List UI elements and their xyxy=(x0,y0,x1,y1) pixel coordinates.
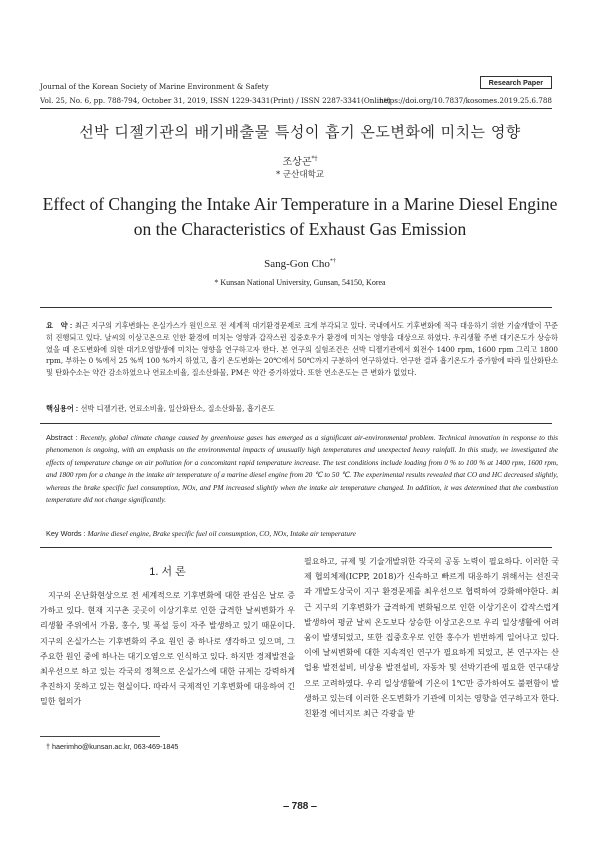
doi-link[interactable]: https://doi.org/10.7837/kosomes.2019.25.6.788 xyxy=(379,96,552,105)
english-title-line-1: Effect of Changing the Intake Air Temperature in a Marine Diesel Engine xyxy=(42,194,558,214)
volume-info: Vol. 25, No. 6, pp. 788-794, October 31, 2019, ISSN 1229-3431(Print) / ISSN 2287-3341(Online) xyxy=(40,96,391,105)
english-title-line-2: on the Characteristics of Exhaust Gas Emission xyxy=(133,219,467,239)
journal-name: Journal of the Korean Society of Marine Environment & Safety xyxy=(40,82,269,91)
page-number: ‒ 788 ‒ xyxy=(283,801,317,812)
body-left-column: 지구의 온난화현상으로 전 세계적으로 기후변화에 대한 관심은 날로 증가하고 있다. 현재 지구촌 곳곳이 이상기후로 인한 급격한 날씨변화가 우리생활 주위에서 가뭄, 홍수, 및 폭설 등이 자주 발생하고 있기 때문이다. 지구의 온실가스는 기후변화의 주요 원인 중 하나로 생각하고 있으며, 그 주요한 원인 중에 하나는 대기오염으로 인식하고 있다. 하지만 경제발전을 최우선으로 하고 있는 각국의 정책으로 온실가스에 대한 규제는 강력하게 추진하지 못하고 있는 현실이다. 따라서 국제적인 기후변화에 대응하여 긴밀한 협의가 xyxy=(40,591,295,707)
header-rule xyxy=(40,108,552,109)
english-title xyxy=(0,192,600,242)
english-abstract xyxy=(46,432,558,506)
body-right-column: 필요하고, 규제 및 기술개발위한 각국의 공동 노력이 필요하다. 이러한 국제 협의체제(ICPP, 2018)가 신속하고 빠르게 대응하기 위해서는 선진국과 개발도상국이 지구 환경문제를 최우선으로 협력하여 강화해야한다. 최근 지구의 기후변화가 급격하게 변화됨으로 인한 이상기온이 갑작스럽게 발생하여 평균 날씨 온도보다 상승한 이상고온으로 우리 일상생활에 어려움이 발생되었고, 또한 집중호우로 인한 홍수가 빈번하게 일어나고 있다. 이에 날씨변화에 대한 지속적인 연구가 필요하게 되었고, 본 연구자는 산업용 발전설비, 비상용 발전설비, 자동차 및 선박기관에 필요한 연구대상으로 고려하였다. 우리 일상생활에 기온이 1℃만 증가하여도 불편함이 발생하고 있는데 이러한 온도변화가 기관에 미치는 영향을 연구하고자 한다. 친환경 에너지로 최근 각광을 받 xyxy=(304,557,559,719)
korean-abstract-label: 요 약 : xyxy=(46,321,73,330)
corresponding-footnote: † haerimho@kunsan.ac.kr, 063-469-1845 xyxy=(46,742,179,751)
english-author: Sang-Gon Cho*† xyxy=(264,258,336,270)
abstract-bottom-rule xyxy=(40,547,552,548)
korean-keywords: 핵심용어 : 선박 디젤기관, 연료소비율, 일산화탄소, 질소산화물, 흡기온도 xyxy=(46,404,275,413)
korean-keywords-label: 핵심용어 : xyxy=(46,404,79,413)
english-abstract-text: Recently, global climate change caused by greenhouse gases has emerged as a significant air-environmental problem. Technical innovation in response to this phenomenon is ongoing, with an emphasis on the environmental impacts of unusually high temperatures and unexpected heavy rainfall. In this study, we investigated the effects of temperature change on air pollution for a concomitant rapid temperature increase. The test conditions include loading from 0 % to 100 % at 1400 rpm, 1600 rpm, and 1800 rpm for a change in the intake air temperature of a marine diesel engine from 20 ℃ to 50 ℃. The experimental results revealed that CO and HC decreased slightly, whereas the brake specific fuel consumption, NOx, and PM increased slightly when the intake air temperature changed. In addition, it was determined that the combustion temperature did not change significantly. xyxy=(46,433,558,505)
abstract-mid-rule xyxy=(40,423,552,424)
abstract-top-rule xyxy=(40,307,552,308)
english-affiliation: * Kunsan National University, Gunsan, 54150, Korea xyxy=(214,278,386,287)
article-type-badge: Research Paper xyxy=(480,76,552,89)
korean-title: 선박 디젤기관의 배기배출물 특성이 흡기 온도변화에 미치는 영향 xyxy=(79,123,521,141)
section-heading: 1. 서 론 xyxy=(149,566,186,578)
footnote-rule xyxy=(40,736,160,737)
korean-author: 조상곤*† xyxy=(282,155,318,168)
english-keywords: Key Words : Marine diesel engine, Brake specific fuel oil consumption, CO, NOx, Intake air temperature xyxy=(46,529,356,538)
korean-abstract-text: 최근 지구의 기후변화는 온실가스가 원인으로 전 세계적 대기환경문제로 크게 부각되고 있다. 국내에서도 기후변화에 적극 대응하기 위한 기술개발이 꾸준히 진행되고 있다. 날씨의 이상고온으로 인한 환경에 미치는 영향과 갑작스런 집중호우가 환경에 미치는 영향을 대상으로 하였다. 우리생활 주변 대기온도가 상승하였을 때 온도변화에 의한 대기오염발생에 미치는 영향을 연구하고자 한다. 본 연구의 실험조건은 선박 디젤기관에서 회전수 1400 rpm, 1600 rpm 그리고 1800 rpm, 부하는 0 %에서 25 %씩 100 %까지 하였고, 흡기 온도변화는 20℃에서 50℃까지 구분하여 연구하였다. 연구한 결과 흡기온도가 증가함에 따라 일산화탄소 및 탄화수소는 약간 감소하였으나 연료소비율, 질소산화물, PM은 약간 증가하였다. 또한 연소온도는 큰 변화가 없었다. xyxy=(46,321,558,378)
korean-abstract xyxy=(46,320,558,379)
english-abstract-label: Abstract : xyxy=(46,433,78,442)
korean-affiliation: * 군산대학교 xyxy=(275,170,324,180)
english-keywords-label: Key Words : xyxy=(46,529,86,538)
